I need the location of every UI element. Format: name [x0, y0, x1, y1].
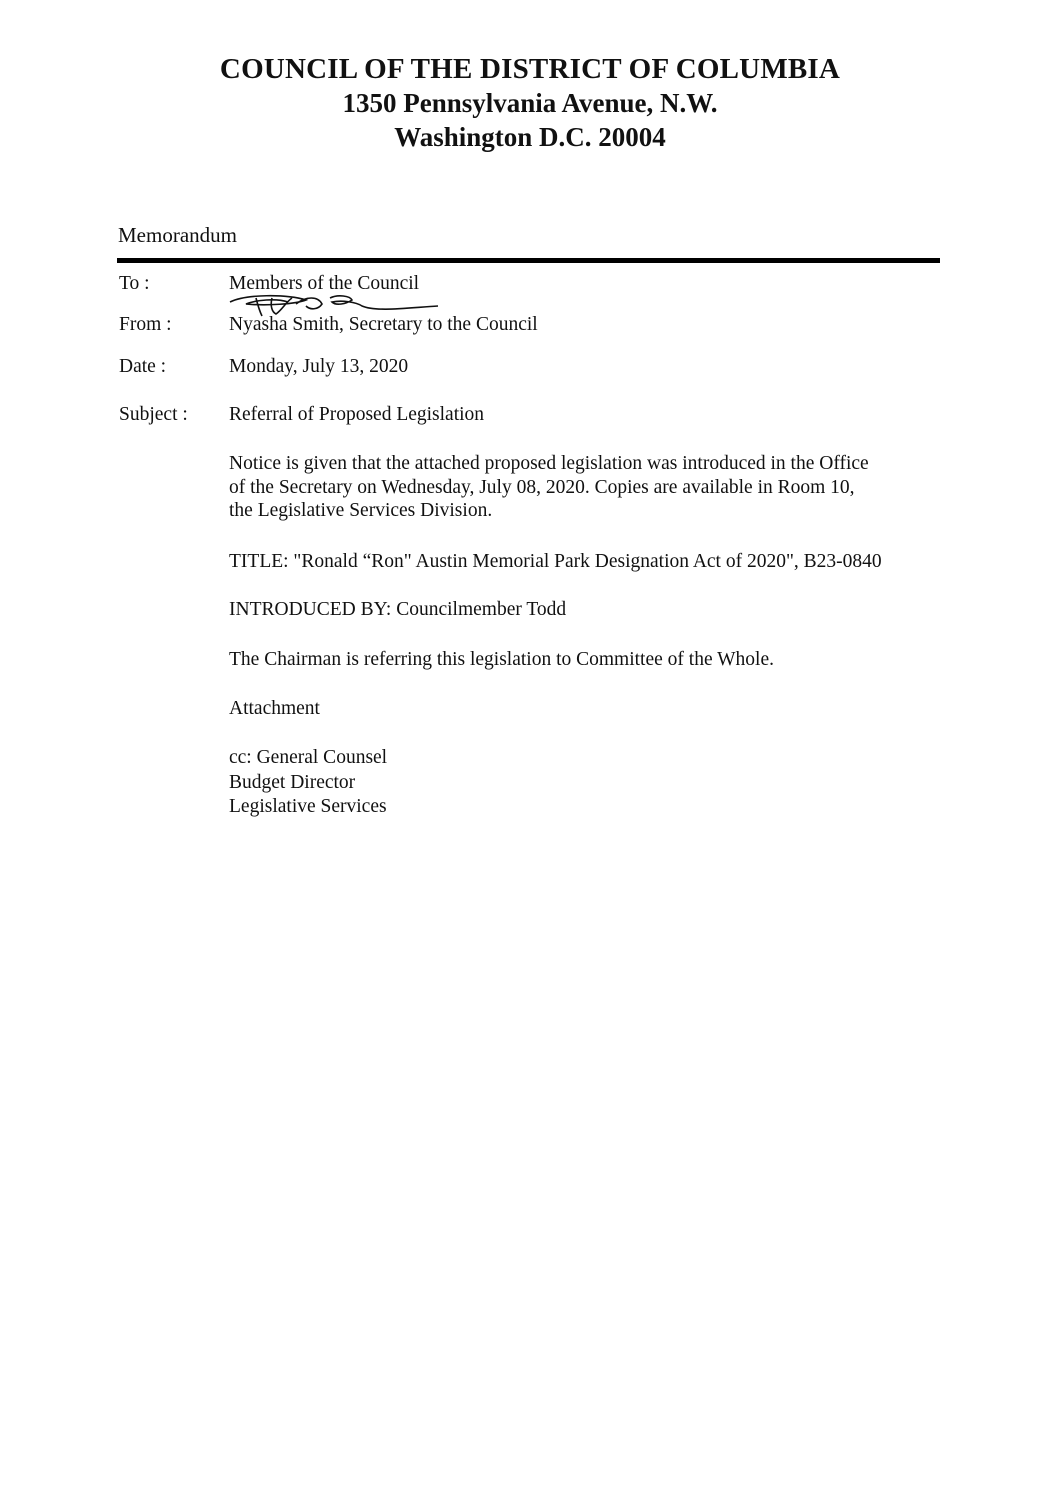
header-divider	[117, 258, 940, 263]
legislation-title: TITLE: "Ronald “Ron" Austin Memorial Park Designation Act of 2020", B23-0840	[229, 551, 882, 572]
introduced-by: INTRODUCED BY: Councilmember Todd	[229, 599, 567, 620]
street-address: 1350 Pennsylvania Avenue, N.W.	[342, 88, 718, 118]
referral-statement: The Chairman is referring this legislation to Committee of the Whole.	[229, 649, 774, 670]
city-address: Washington D.C. 20004	[394, 122, 666, 152]
notice-line: of the Secretary on Wednesday, July 08, 2020. Copies are available in Room 10,	[229, 476, 855, 498]
notice-paragraph	[229, 452, 949, 523]
to-value: Members of the Council	[229, 273, 420, 294]
organization-name: COUNCIL OF THE DISTRICT OF COLUMBIA	[219, 53, 841, 85]
date-value: Monday, July 13, 2020	[229, 356, 409, 377]
cc-item: Legislative Services	[229, 796, 387, 817]
letterhead	[0, 52, 1060, 154]
to-label: To :	[119, 273, 150, 294]
date-label: Date :	[119, 356, 167, 377]
cc-list	[229, 746, 949, 820]
from-label: From :	[119, 314, 172, 335]
from-value: Nyasha Smith, Secretary to the Council	[229, 314, 538, 335]
subject-label: Subject :	[119, 404, 188, 425]
notice-line: Notice is given that the attached proposed legislation was introduced in the Office	[229, 453, 869, 474]
document-type: Memorandum	[118, 223, 237, 247]
notice-line: the Legislative Services Division.	[229, 500, 493, 521]
cc-item: cc: General Counsel	[229, 747, 388, 768]
subject-value: Referral of Proposed Legislation	[229, 404, 485, 425]
cc-item: Budget Director	[229, 771, 356, 793]
attachment-note: Attachment	[229, 698, 320, 719]
